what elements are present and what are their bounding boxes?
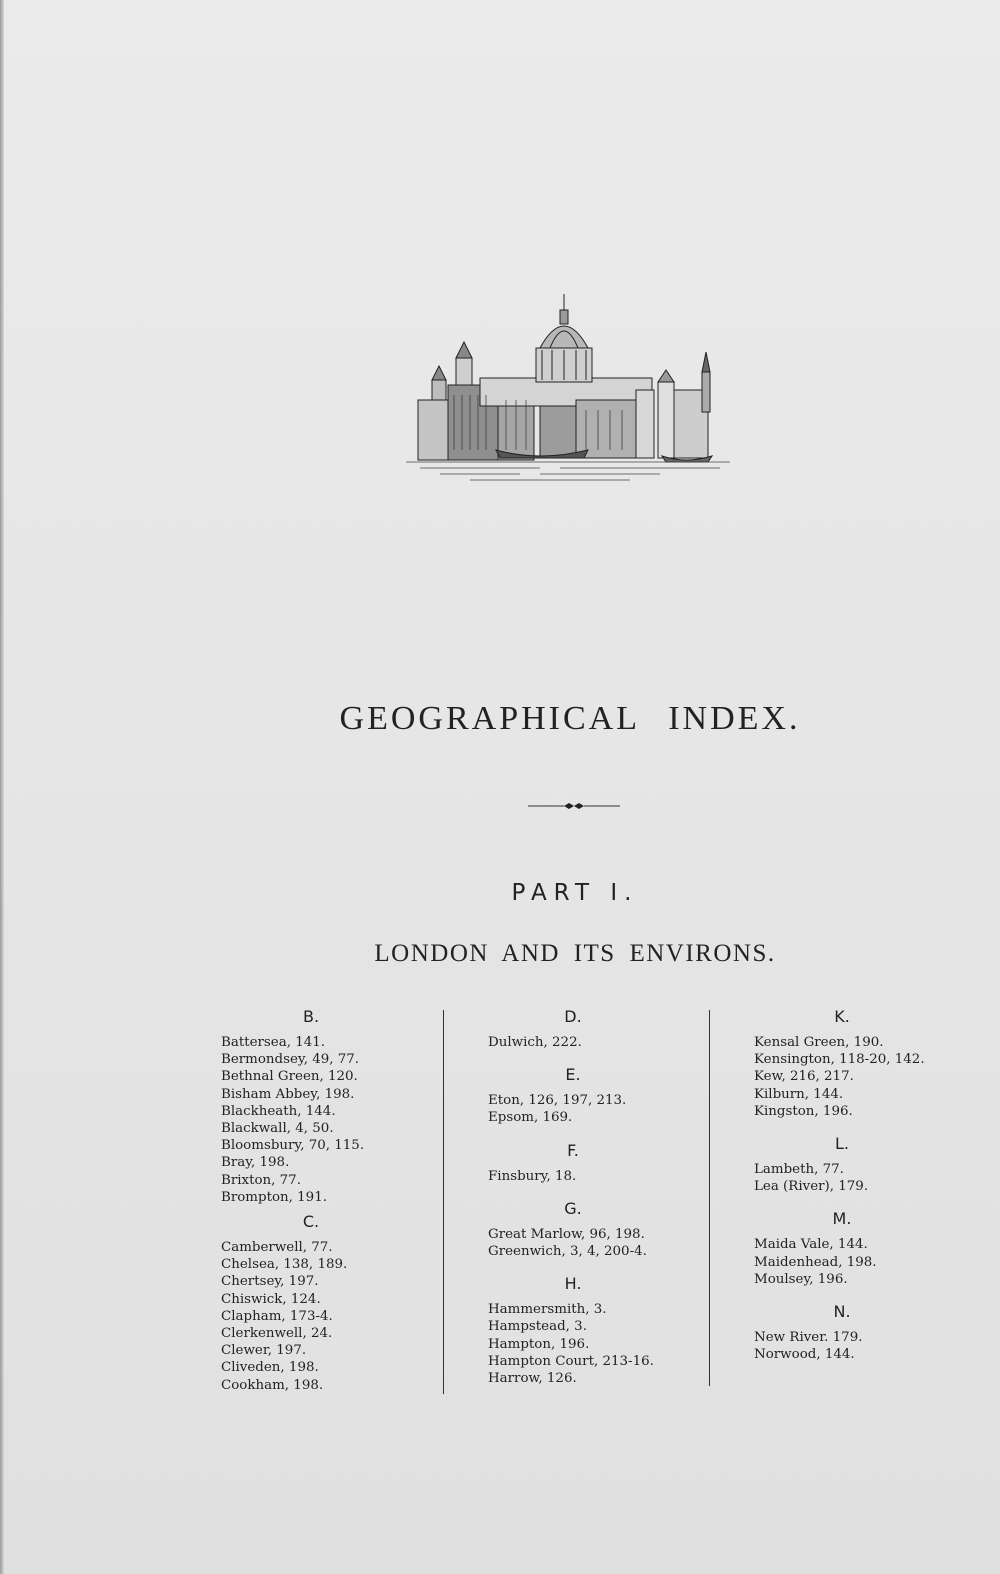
index-letter-heading: F. — [567, 1140, 579, 1160]
index-entry: Great Marlow, 96, 198. — [488, 1226, 645, 1242]
index-entry: Epsom, 169. — [488, 1110, 573, 1126]
index-entry: Maidenhead, 198. — [754, 1254, 877, 1270]
column-divider — [443, 1010, 444, 1394]
index-group — [754, 1302, 974, 1363]
index-group — [221, 1007, 421, 1206]
index-letter-heading: L. — [835, 1134, 849, 1154]
index-entry: Kilburn, 144. — [754, 1086, 844, 1102]
index-letter-heading: K. — [834, 1007, 850, 1026]
index-entry: Bisham Abbey, 198. — [221, 1086, 355, 1102]
index-entry: Bermondsey, 49, 77. — [221, 1052, 360, 1068]
index-group — [488, 1141, 688, 1185]
index-group — [754, 1134, 974, 1195]
index-entry: Lambeth, 77. — [754, 1162, 844, 1178]
index-letter-heading: H. — [564, 1274, 582, 1294]
index-entry: Cliveden, 198. — [221, 1360, 319, 1376]
index-entry: Blackwall, 4, 50. — [221, 1121, 334, 1137]
index-group — [488, 1065, 688, 1126]
index-entry: Maida Vale, 144. — [754, 1237, 868, 1253]
index-entry: Chiswick, 124. — [221, 1291, 321, 1307]
index-entry: Brixton, 77. — [221, 1172, 301, 1188]
index-entry: Bloomsbury, 70, 115. — [221, 1138, 365, 1154]
index-entry: Brompton, 191. — [221, 1189, 327, 1205]
index-column-1 — [221, 1005, 421, 1400]
part-heading: PART I. — [511, 880, 639, 906]
index-letter-heading: E. — [565, 1065, 581, 1085]
index-entry: Lea (River), 179. — [754, 1179, 869, 1195]
index-entry: Hampton Court, 213-16. — [488, 1353, 654, 1369]
book-spine-edge — [0, 0, 4, 1574]
index-entry: Moulsey, 196. — [754, 1271, 848, 1287]
section-subtitle: LONDON AND ITS ENVIRONS. — [374, 940, 776, 967]
index-entry: Clapham, 173-4. — [221, 1308, 333, 1324]
index-entry: Bethnal Green, 120. — [221, 1069, 358, 1085]
index-group — [754, 1007, 974, 1120]
index-entry: Chertsey, 197. — [221, 1274, 319, 1290]
index-entry: New River. 179. — [754, 1330, 863, 1346]
index-entry: Eton, 126, 197, 213. — [488, 1093, 627, 1109]
page-title: GEOGRAPHICAL INDEX. — [339, 700, 801, 737]
index-entry: Battersea, 141. — [221, 1035, 326, 1050]
index-entry: Greenwich, 3, 4, 200-4. — [488, 1244, 647, 1260]
index-column-2 — [488, 1005, 688, 1401]
index-group — [488, 1199, 688, 1260]
index-group — [488, 1007, 688, 1051]
index-entry: Camberwell, 77. — [221, 1240, 333, 1256]
index-letter-heading: C. — [302, 1212, 320, 1232]
index-entry: Kew, 216, 217. — [754, 1069, 854, 1085]
index-entry: Clewer, 197. — [221, 1343, 307, 1359]
index-letter-heading: M. — [832, 1209, 852, 1229]
index-entry: Kensington, 118-20, 142. — [754, 1052, 925, 1068]
index-entry: Hammersmith, 3. — [488, 1302, 607, 1318]
index-entry: Kingston, 196. — [754, 1103, 853, 1119]
index-entry: Chelsea, 138, 189. — [221, 1257, 348, 1273]
index-entry: Harrow, 126. — [488, 1371, 577, 1387]
index-letter-heading: D. — [564, 1007, 582, 1026]
index-letter-heading: B. — [302, 1007, 320, 1026]
index-entry: Cookham, 198. — [221, 1377, 324, 1393]
index-group — [754, 1209, 974, 1288]
index-entry: Dulwich, 222. — [488, 1035, 582, 1050]
index-entry: Clerkenwell, 24. — [221, 1326, 333, 1342]
index-entry: Hampton, 196. — [488, 1336, 590, 1352]
index-entry: Blackheath, 144. — [221, 1103, 336, 1119]
index-letter-heading: N. — [833, 1302, 851, 1322]
index-group — [221, 1212, 421, 1394]
index-entry: Hampstead, 3. — [488, 1319, 587, 1335]
index-entry: Finsbury, 18. — [488, 1168, 577, 1184]
st-pauls-vignette — [400, 290, 740, 486]
index-entry: Bray, 198. — [221, 1155, 290, 1171]
index-entry: Kensal Green, 190. — [754, 1035, 884, 1050]
index-column-3 — [754, 1005, 974, 1377]
index-letter-heading: G. — [564, 1198, 582, 1218]
index-entry: Norwood, 144. — [754, 1347, 855, 1363]
index-group — [488, 1274, 688, 1387]
ornamental-rule — [528, 800, 620, 812]
column-divider — [709, 1010, 710, 1386]
